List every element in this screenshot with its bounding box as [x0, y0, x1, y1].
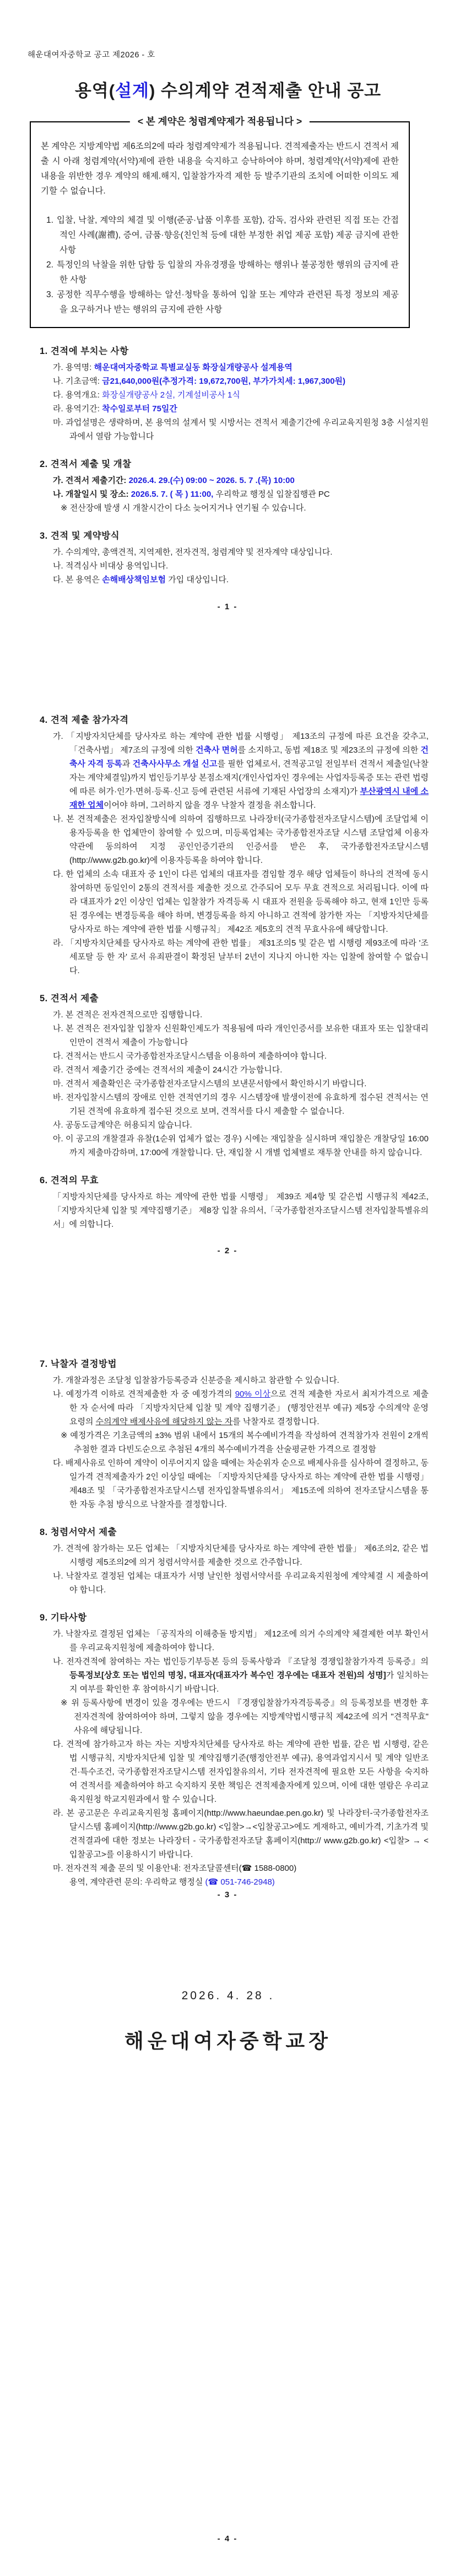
- page-number-1: - 1 -: [217, 602, 238, 611]
- page-1-sections: [28, 344, 429, 587]
- page-number-3: - 3 -: [217, 1890, 238, 1899]
- text-segment: 수의계약, 총액견적, 지역제한, 전자견적, 청렴계약 및 전자계약 대상입니다.: [65, 548, 333, 557]
- item-label: 마.: [53, 1864, 66, 1873]
- section-heading: 7. 낙찰자 결정방법: [40, 1359, 117, 1369]
- pledge-intro: 본 계약은 지방계약법 제6조의2에 따라 청렴계약제가 적용됩니다. 견적제출자는 반드시 견적서 제출 시 아래 청렴계약(서약)제에 관한 내용을 숙지하고 승낙하여야 하며, 청렴계약(서약)제에 관한 내용을 위반한 경우 계약의 해제.해지, 입찰참가자격 제한 등 발주기관의 조치에 어떠한 이의도 제기할 수 없습니다.: [41, 142, 399, 196]
- text-segment: 「지방자치단체를 당사자로 하는 계약에 관한 법률 시행령」 제13조의 규정에 따른 요건을 갖추고,「건축사법」 제7조의 규정에 의한: [66, 732, 429, 755]
- item-label: 마.: [53, 1079, 66, 1088]
- section-heading: 3. 견적 및 계약방식: [40, 531, 120, 541]
- item-label: 나.: [53, 1571, 66, 1581]
- text-segment: 를 소지하고, 동법 제18조 및 제23조의 규정에 의한: [237, 745, 421, 755]
- section-heading: 6. 견적의 무효: [40, 1176, 99, 1185]
- page-4: [0, 1932, 455, 2576]
- pledge-item-number: 2.: [46, 260, 53, 270]
- section-item: [28, 361, 429, 374]
- text-segment: 화장실개량공사 2실, 기계설비공사 1식: [102, 390, 240, 400]
- pledge-item: [41, 213, 399, 257]
- page-number-2: - 2 -: [217, 1246, 238, 1255]
- pledge-item: [41, 287, 399, 317]
- section-2: [28, 457, 429, 515]
- closing-block: [0, 1932, 455, 2054]
- pledge-item-number: 3.: [46, 290, 53, 299]
- section-item: [28, 1861, 429, 1875]
- item-label: ※: [61, 1431, 71, 1440]
- text-segment: 가입 대상입니다.: [166, 575, 229, 584]
- item-label: 가.: [53, 363, 66, 372]
- text-segment: 견적서 제출기간:: [65, 476, 129, 485]
- title-highlight: 설계: [115, 81, 149, 100]
- text-segment: 용역기간:: [65, 404, 102, 414]
- item-label: 나.: [53, 561, 66, 571]
- text-segment: 전산장애 발생 시 개찰시간이 다소 늦어지거나 연기될 수 있습니다.: [69, 503, 306, 513]
- item-label: 라.: [53, 1065, 66, 1075]
- section-3: [28, 528, 429, 587]
- section-item: [28, 402, 429, 416]
- section-item: [28, 1132, 429, 1160]
- section-7: [28, 1356, 429, 1511]
- section-item: [28, 1456, 429, 1511]
- text-segment: 위 등록사항에 변경이 있을 경우에는 반드시 『경쟁입찰참가자격등록증』의 등록정보를 변경한 후 전자견적에 참여하여야 하며, 그렇지 않을 경우에는 지방계약법시행규칙 제42조에 의거 "견적무효" 사유에 해당됩니다.: [71, 1698, 429, 1735]
- section-item: [28, 1022, 429, 1049]
- item-label: 가.: [53, 476, 66, 485]
- section-item: [28, 867, 429, 936]
- item-label: 가.: [53, 548, 66, 557]
- page-1: [0, 0, 455, 644]
- text-segment: 견적서 제출기간 중에는 견적서의 제출이 24시간 가능합니다.: [65, 1065, 283, 1075]
- section-item: [28, 1627, 429, 1655]
- text-segment: 과업설명은 생략하며, 본 용역의 설계서 및 시방서는 견적서 제출기간에 우리교육지원청 3층 시설지원과에서 열람 가능합니다: [66, 418, 429, 441]
- section-9: [28, 1610, 429, 1889]
- section-item: [28, 1737, 429, 1806]
- text-segment: 견적에 참가하고자 하는 자는 지방자치단체를 당사자로 하는 계약에 관한 법률, 같은 법 시행령, 같은 법 시행규칙, 지방자치단체 입찰 및 계약집행기준(행정안전부 예규), 용역과업지시서 및 계약 일반조건·특수조건, 국가종합전자조달시스템 전자입찰유의서, 기타 전자견적에 필요한 모든 사항을 숙지하여 견적서를 제출하여야 하고 숙지하지 못한 책임은 견적제출자에게 있으며, 이에 대한 열람은 우리교육지원청 학교지원과에서 할 수 있습니다.: [66, 1740, 429, 1804]
- text-segment: 용역개요:: [65, 390, 102, 400]
- integrity-pledge-box: [30, 116, 410, 328]
- item-label: 라.: [53, 404, 66, 414]
- text-segment: 본 견적제출은 전자입찰방식에 의하여 집행하므로 나라장터(국가종합전자조달시스템)에 조달업체 이용자등록을 한 업체만이 참여할 수 있으며, 미등록업체는 국가종합전자조달 시스템 조달업체 이용자약관에 동의하여 지정 공인인증기관의 인증서를 받은 후, 국가종합전자조달시스템(http://www.g2b.go.kr)에 이용자등록을 하여야 합니다.: [66, 814, 429, 865]
- section-item: [28, 1063, 429, 1077]
- pledge-item-number: 1.: [46, 216, 53, 225]
- item-label: 나.: [53, 814, 67, 824]
- item-label: 다.: [53, 390, 66, 400]
- text-segment: 용역명:: [65, 363, 94, 372]
- text-segment: 「지방자치단체를 당사자로 하는 계약에 관한 법률」 제31조의5 및 같은 법 시행령 제93조에 따라 '조세포탈 등 한 자' 로서 유죄판결이 확정된 날부터 2년이 지나지 아니한 자는 입찰에 참여할 수 없습니다.: [66, 938, 429, 975]
- section-item: [28, 416, 429, 443]
- item-label: 라.: [53, 938, 66, 948]
- text-segment: 수의계약 배제사유에 해당하지 않는 자: [95, 1417, 233, 1426]
- text-segment: 전자견적 제출 문의 및 이용안내: 전자조달콜센터(☎ 1588-0800): [65, 1864, 297, 1873]
- section-item: [28, 936, 429, 978]
- notice-number: 해운대여자중학교 공고 제2026 - 호: [28, 51, 155, 60]
- section-item: [28, 487, 429, 501]
- item-label: 아.: [53, 1134, 66, 1144]
- item-label: 나.: [53, 1657, 67, 1666]
- item-label: 다.: [53, 1740, 67, 1749]
- section-6: [28, 1173, 429, 1231]
- text-segment: 2026.4. 29.(수) 09:00 ~ 2026. 5. 7 .(목) 10:00: [128, 476, 295, 485]
- section-heading: 8. 청렴서약서 제출: [40, 1527, 117, 1537]
- section-item: [28, 388, 429, 402]
- item-label: ※: [61, 1698, 72, 1708]
- section-heading: 4. 견적 제출 참가자격: [40, 715, 129, 725]
- text-segment: 를 낙찰자로 결정합니다.: [232, 1417, 319, 1426]
- text-segment: 본 공고문은 우리교육지원청 홈페이지(http://www.haeundae.pen.go.kr) 및 나라장터-국가종합전자조달시스템 홈페이지(http://www.g2b.go.kr) <입찰>→<입찰공고>에도 게재하고, 예비가격, 기초가격 및 견적결과에 대한 정보는 나라장터 - 국가종합전자조달 홈페이지(http:// www.g2b.go.kr) <입찰> → <입찰공고>를 이용하시기 바랍니다.: [66, 1808, 429, 1859]
- item-label: 라.: [53, 1808, 67, 1818]
- text-segment: 견적서는 반드시 국가종합전자조달시스템을 이용하여 제출하여야 합니다.: [65, 1051, 327, 1061]
- item-label: 가.: [53, 1376, 66, 1385]
- text-segment: 으로 견적 제출한 자로서 최저가격으로 제출한 자 순서에 따라 「지방자치단체 입찰 및 계약 집행기준」 (행정안전부 예규) 제5장 수의계약 운영요령의: [69, 1389, 429, 1426]
- signer-name: 해운대여자중학교장: [124, 2030, 332, 2052]
- text-segment: 과: [122, 759, 133, 769]
- item-label: 나.: [53, 377, 66, 386]
- text-segment: 배제사유로 인하여 계약이 이루어지지 않을 때에는 차순위자 순으로 배제사유를 심사하여 결정하고, 동일가격 견적제출자가 2인 이상일 때에는 「지방자치단체를 당사자로 하는 계약에 관한 법률 시행령」 제48조 및 「국가종합전자조달시스템 전자입찰특별유의서」 제15조에 의하여 전자조달시스템을 통한 자동 추첨 방식으로 낙찰자를 결정합니다.: [65, 1458, 429, 1509]
- section-item: [28, 1569, 429, 1597]
- text-segment: 견적서 제출확인은 국가종합전자조달시스템의 보낸문서함에서 확인하시기 바랍니다.: [65, 1079, 367, 1088]
- closing-date: 2026. 4. 28 .: [181, 1989, 275, 2002]
- item-label: ※: [61, 503, 70, 513]
- note-item: [28, 501, 429, 515]
- text-segment: 본 용역은: [65, 575, 102, 584]
- text-segment: 건축사 자격 등록: [69, 745, 429, 769]
- text-segment: 손해배상책임보험: [102, 575, 166, 584]
- text-segment: 본 견적은 전자견적으로만 집행합니다.: [65, 1010, 203, 1019]
- section-5: [28, 991, 429, 1160]
- item-label: 사.: [53, 1120, 66, 1130]
- text-segment: 적격심사 비대상 용역입니다.: [65, 561, 169, 571]
- section-item: [28, 1875, 429, 1889]
- item-label: 다.: [53, 1051, 66, 1061]
- pledge-box-heading: < 본 계약은 청렴계약제가 적용됩니다 >: [130, 114, 310, 128]
- item-label: 가.: [53, 732, 67, 741]
- text-segment: 개찰일시 및 장소:: [65, 490, 131, 499]
- text-segment: 착수일로부터 75일간: [102, 404, 177, 414]
- text-segment: 건축사사무소 개설 신고: [132, 759, 218, 769]
- text-segment: 개찰과정은 조달청 입찰참가등록증과 신분증을 제시하고 참관할 수 있습니다.: [65, 1376, 339, 1385]
- item-label: 가.: [53, 1010, 66, 1019]
- item-label: 마.: [53, 418, 66, 427]
- page-2-content: [0, 644, 455, 1231]
- pledge-item: [41, 257, 399, 287]
- note-item: [28, 1429, 429, 1456]
- text-segment: 예정가격은 기초금액의 ±3% 범위 내에서 15개의 복수예비가격을 작성하여 견적참가자 전원이 2개씩 추첨한 결과 다빈도순으로 추첨된 4개의 복수예비가격을 산술평균한 가격으로 결정함: [70, 1431, 429, 1454]
- section-item: [28, 1091, 429, 1118]
- pledge-item-text: 특정인의 낙찰을 위한 담합 등 입찰의 자유경쟁을 방해하는 행위나 불공정한 행위의 금지에 관한 사항: [56, 260, 399, 285]
- page-title: [28, 77, 429, 101]
- page-3: [0, 1288, 455, 1932]
- section-item: [28, 374, 429, 388]
- text-segment: 를 필한 업체로서, 견적공고일 전일부터 견적서 제출일(낙찰자는 계약체결일)까지 법인등기부상 본점소재지(개인사업자인 경우에는 사업자등록증 또는 관련 법령에 따른 허가·인가·면허·등록·신고 등에 관련된 서류에 기재된 사업장의 소재지)가: [69, 759, 429, 796]
- section-item: [28, 1373, 429, 1387]
- text-segment: 금21,640,000원(추정가격: 19,672,700원, 부가가치세: 1,967,300원): [102, 377, 346, 386]
- text-segment: (☎ 051-746-2948): [205, 1877, 275, 1887]
- item-label: 나.: [53, 1389, 66, 1399]
- text-segment: 등록정보[상호 또는 법인의 명칭, 대표자(대표자가 복수인 경우에는 대표자 전원)의 성명]: [69, 1671, 386, 1680]
- section-item: [28, 474, 429, 487]
- section-item: [28, 812, 429, 867]
- section-item: [28, 1655, 429, 1696]
- section-4: [28, 712, 429, 978]
- section-heading: 1. 견적에 부치는 사항: [40, 346, 129, 356]
- text-segment: 전자입찰시스템의 장애로 인한 견적연기의 경우 시스템장애 발생이전에 유효하게 접수된 견적서는 연기된 견적에 유효하게 접수된 것으로 보며, 견적서를 다시 제출할 수 없습니다.: [66, 1093, 429, 1116]
- pledge-item-text: 공정한 직무수행을 방해하는 알선·청탁을 통하여 입찰 또는 계약과 관련된 특정 정보의 제공을 요구하거나 받는 행위의 금지에 관한 사항: [56, 290, 399, 314]
- page-3-sections: [28, 1356, 429, 1889]
- text-segment: 부산광역시 내에 소재한 업체: [69, 787, 429, 810]
- title-suffix: ) 수의계약 견적제출 안내 공고: [149, 81, 382, 100]
- page-2: [0, 644, 455, 1288]
- section-item: [28, 1806, 429, 1861]
- section-item: [28, 573, 429, 587]
- section-8: [28, 1525, 429, 1597]
- text-segment: 2026.5. 7. ( 목 ) 11:00,: [131, 490, 214, 499]
- text-segment: 건축사 면허: [196, 745, 238, 755]
- section-heading: 9. 기타사항: [40, 1613, 87, 1623]
- pledge-items: [39, 213, 401, 317]
- section-item: [28, 1077, 429, 1091]
- text-segment: 낙찰자로 결정된 업체는 「공직자의 이해충돌 방지법」 제12조에 의거 수의계약 체결제한 여부 확인서를 우리교육지원청에 제출하여야 합니다.: [65, 1629, 429, 1652]
- text-segment: 이 공고의 개찰결과 유찰(1순위 업체가 없는 경우) 시에는 재입찰을 실시하며 재입찰은 개찰당일 16:00까지 제출마감하며, 17:00에 개찰합니다. 단, 재입찰 시 개별 업체별로 재투찰 안내를 하지 않습니다.: [66, 1134, 429, 1157]
- section-item: [28, 1049, 429, 1063]
- section-item: [28, 729, 429, 812]
- note-item: [28, 1696, 429, 1737]
- text-segment: 「지방자치단체를 당사자로 하는 계약에 관한 법률 시행령」 제39조 제4항 및 같은법 시행규칙 제42조, 「지방자치단체 입찰 및 계약집행기준」 제8장 입찰 유의서,「국가종합전자조달시스템 전자입찰특별유의서」에 의합니다.: [53, 1192, 429, 1229]
- item-label: 다.: [53, 870, 66, 879]
- text-segment: 견적에 참가하는 모든 업체는 「지방자치단체를 당사자로 하는 계약에 관한 법률」 제6조의2, 같은 법 시행령 제5조의2에 의거 청렴서약서를 제출한 것으로 간주합니다.: [66, 1544, 429, 1567]
- section-heading: 5. 견적서 제출: [40, 994, 99, 1003]
- page-number-4: - 4 -: [217, 2534, 238, 2543]
- text-segment: 한 업체의 소속 대표자 중 1인이 다른 업체의 대표자를 겸임할 경우 해당 업체들이 하나의 견적에 동시 참여하면 동일인이 2통의 견적서를 제출한 것으로 간주되어 모두 무효 견적으로 처리됩니다. 이에 따라 대표자가 2인 이상인 업체는 입찰참가 자격등록 시 대표자 전원을 등록해야 하고, 현재 1인만 등록된 경우에는 변경등록을 해야 하며, 변경등록을 하지 아니하고 견적에 참가한 자는 「지방자치단체를 당사자로 하는 계약에 관한 법률 시행규칙」 제42조 제5호의 견적 무효사유에 해당합니다.: [66, 870, 429, 934]
- section-item: [28, 1008, 429, 1022]
- page-3-content: [0, 1288, 455, 1889]
- page-1-content: [0, 0, 455, 587]
- item-label: 가.: [53, 1629, 66, 1639]
- section-item: [28, 1542, 429, 1569]
- text-segment: 본 견적은 전자입찰 입찰자 신원확인제도가 적용됨에 따라 개인인증서를 보유한 대표자 또는 입찰대리인만이 견적서 제출이 가능합니다: [66, 1024, 429, 1047]
- text-segment: 우리학교 행정실 입찰집행관 PC: [213, 490, 330, 499]
- item-label: 바.: [53, 1093, 66, 1102]
- item-label: 가.: [53, 1544, 66, 1553]
- item-label: 다.: [53, 1458, 66, 1468]
- item-label: 나.: [53, 1024, 66, 1033]
- text-segment: 90% 이상: [235, 1389, 270, 1399]
- page-2-sections: [28, 712, 429, 1231]
- pledge-item-text: 입찰, 낙찰, 계약의 체결 및 이행(준공·납품 이후를 포함), 감독, 검사와 관련된 직접 또는 간접적인 사례(謝禮), 증여, 금품·향응(친인척 등에 대한 부정한 취업 제공 포함) 제공 금지에 관한 사항: [56, 216, 399, 255]
- text-segment: 낙찰자로 결정된 업체는 대표자가 서명 날인한 청렴서약서를 우리교육지원청에 계약체결 시 제출하여야 합니다.: [66, 1571, 429, 1595]
- item-label: 나.: [53, 490, 66, 499]
- text-segment: 이어야 하며, 그러하지 않을 경우 낙찰자 결정을 취소합니다.: [104, 801, 316, 810]
- section-item: [28, 1118, 429, 1132]
- text-segment: 예정가격 이하로 견적제출한 자 중 예정가격의: [66, 1389, 235, 1399]
- section-heading: 2. 견적서 제출 및 개찰: [40, 459, 132, 469]
- section-item: [28, 559, 429, 573]
- text-segment: 기초금액:: [65, 377, 102, 386]
- text-segment: 용역, 계약관련 문의: 우리학교 행정실: [69, 1877, 205, 1887]
- title-prefix: 용역(: [74, 81, 116, 100]
- section-item: [28, 1387, 429, 1429]
- text-segment: 해운대여자중학교 특별교실동 화장실개량공사 설계용역: [94, 363, 292, 372]
- text-segment: 공동도급계약은 허용되지 않습니다.: [65, 1120, 192, 1130]
- text-segment: 가 일치하는지 여부를 확인한 후 참여하시기 바랍니다.: [69, 1671, 429, 1694]
- item-label: 다.: [53, 575, 66, 584]
- text-segment: 전자견적에 참여하는 자는 법인등기부등본 등의 등록사항과 『조달청 경쟁입찰참가자격 등록증』의: [66, 1657, 429, 1666]
- section-item: [28, 545, 429, 559]
- section-1: [28, 344, 429, 443]
- section-item: [28, 1190, 429, 1231]
